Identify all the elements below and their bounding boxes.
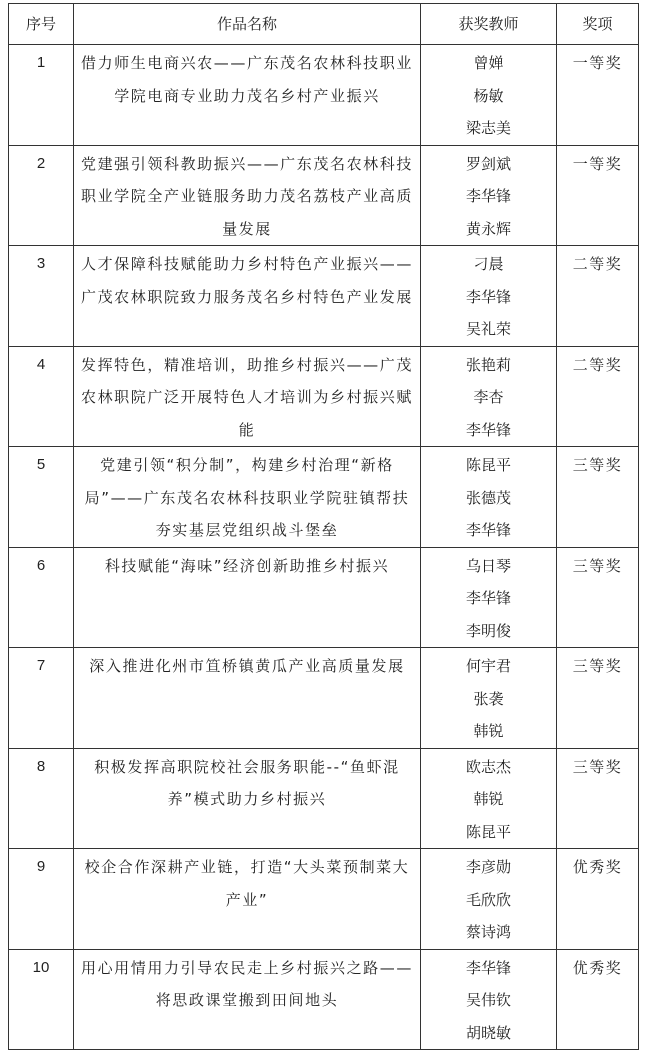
teacher-name: 刁晨 [473, 255, 504, 273]
teacher-name: 李彦勋 [465, 858, 511, 876]
row-number: 7 [9, 648, 74, 749]
teacher-name: 何宇君 [465, 657, 511, 675]
table-row [9, 447, 639, 548]
award-teachers [421, 849, 557, 950]
teacher-name: 李华锋 [465, 958, 511, 977]
teacher-name: 李华锋 [465, 589, 511, 607]
teacher-name: 欧志杰 [465, 757, 511, 776]
work-title: 用心用情用力引导农民走上乡村振兴之路——将思政课堂搬到田间地头 [74, 949, 421, 1050]
work-title: 积极发挥高职院校社会服务职能--“鱼虾混养”模式助力乡村振兴 [74, 748, 421, 849]
award-teachers [421, 648, 557, 749]
header-num: 序号 [9, 4, 74, 45]
teacher-name: 李杏 [473, 388, 504, 406]
award-level: 一等奖 [557, 145, 639, 246]
table-header-row [9, 4, 639, 45]
teacher-name: 李华锋 [465, 287, 511, 306]
work-title: 科技赋能“海味”经济创新助推乡村振兴 [74, 547, 421, 648]
award-teachers [421, 447, 557, 548]
teacher-name: 曾婵 [473, 54, 504, 72]
award-level: 二等奖 [557, 346, 639, 447]
teacher-name: 蔡诗鸿 [465, 923, 511, 941]
table-row [9, 45, 639, 146]
header-award: 奖项 [557, 4, 639, 45]
row-number: 2 [9, 145, 74, 246]
work-title: 校企合作深耕产业链，打造“大头菜预制菜大产业” [74, 849, 421, 950]
teacher-name: 梁志美 [465, 119, 511, 137]
award-teachers [421, 748, 557, 849]
teacher-name: 毛欣欣 [465, 890, 511, 909]
table-row [9, 849, 639, 950]
teacher-name: 吴礼荣 [465, 320, 511, 338]
work-title: 发挥特色，精准培训，助推乡村振兴——广茂农林职院广泛开展特色人才培训为乡村振兴赋能 [74, 346, 421, 447]
award-level: 一等奖 [557, 45, 639, 146]
row-number: 4 [9, 346, 74, 447]
teacher-name: 黄永辉 [465, 219, 511, 238]
work-title: 党建强引领科教助振兴——广东茂名农林科技职业学院全产业链服务助力茂名荔枝产业高质量发展 [74, 145, 421, 246]
teacher-name: 陈昆平 [465, 456, 511, 474]
award-teachers [421, 45, 557, 146]
award-teachers [421, 246, 557, 347]
row-number: 9 [9, 849, 74, 950]
teacher-name: 张德茂 [465, 488, 511, 507]
teacher-name: 张袭 [473, 689, 504, 708]
teacher-name: 陈昆平 [465, 822, 511, 841]
award-level: 三等奖 [557, 648, 639, 749]
award-teachers [421, 145, 557, 246]
teacher-name: 韩锐 [473, 790, 504, 808]
header-teachers: 获奖教师 [421, 4, 557, 45]
table-row [9, 246, 639, 347]
row-number: 3 [9, 246, 74, 347]
row-number: 6 [9, 547, 74, 648]
awards-table [8, 3, 639, 1050]
work-title: 人才保障科技赋能助力乡村特色产业振兴——广茂农林职院致力服务茂名乡村特色产业发展 [74, 246, 421, 347]
award-level: 二等奖 [557, 246, 639, 347]
award-level: 三等奖 [557, 447, 639, 548]
award-level: 优秀奖 [557, 849, 639, 950]
teacher-name: 李华锋 [465, 420, 511, 439]
teacher-name: 韩锐 [473, 722, 504, 740]
work-title: 党建引领“积分制”，构建乡村治理“新格局”——广东茂名农林科技职业学院驻镇帮扶夯实基层党组织战斗堡垒 [74, 447, 421, 548]
teacher-name: 李明俊 [465, 621, 511, 640]
teacher-name: 张艳莉 [465, 355, 511, 374]
teacher-name: 胡晓敏 [465, 1023, 511, 1042]
award-teachers [421, 346, 557, 447]
row-number: 10 [9, 949, 74, 1050]
table-row [9, 949, 639, 1050]
award-level: 三等奖 [557, 547, 639, 648]
award-teachers [421, 547, 557, 648]
table-row [9, 648, 639, 749]
table-row [9, 748, 639, 849]
work-title: 借力师生电商兴农——广东茂名农林科技职业学院电商专业助力茂名乡村产业振兴 [74, 45, 421, 146]
row-number: 1 [9, 45, 74, 146]
work-title: 深入推进化州市笪桥镇黄瓜产业高质量发展 [74, 648, 421, 749]
teacher-name: 吴伟钦 [465, 991, 511, 1009]
award-level: 优秀奖 [557, 949, 639, 1050]
award-teachers [421, 949, 557, 1050]
teacher-name: 李华锋 [465, 187, 511, 205]
teacher-name: 杨敏 [473, 86, 504, 105]
row-number: 8 [9, 748, 74, 849]
row-number: 5 [9, 447, 74, 548]
award-level: 三等奖 [557, 748, 639, 849]
header-title: 作品名称 [74, 4, 421, 45]
table-row [9, 145, 639, 246]
table-row [9, 346, 639, 447]
teacher-name: 李华锋 [465, 521, 511, 539]
table-row [9, 547, 639, 648]
teacher-name: 乌日琴 [465, 556, 511, 575]
teacher-name: 罗剑斌 [465, 154, 511, 173]
